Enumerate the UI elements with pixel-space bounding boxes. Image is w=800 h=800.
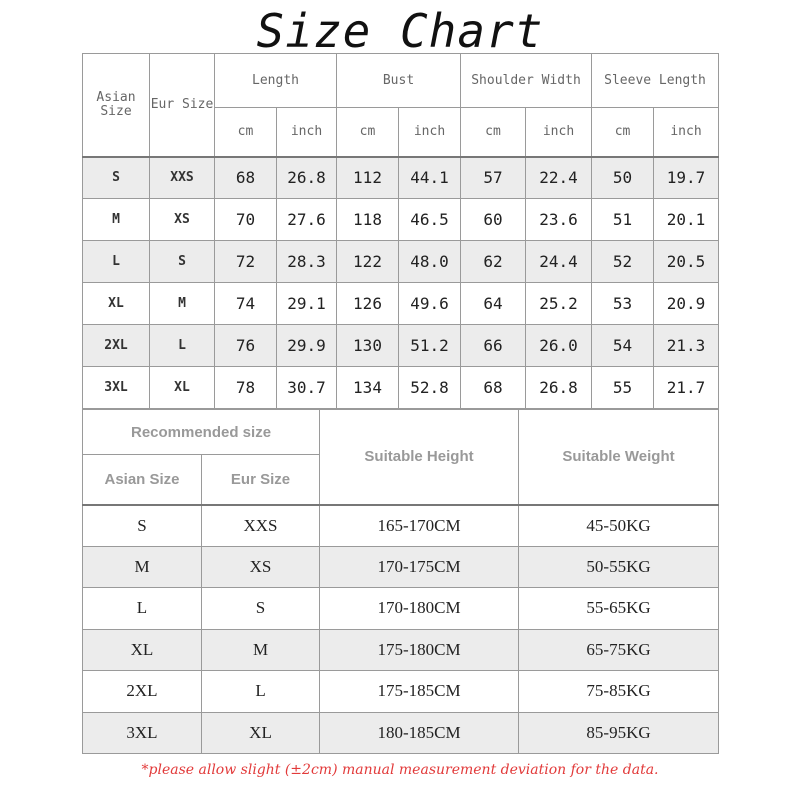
shoulder-inch-cell: 24.4 <box>526 241 592 283</box>
bust-inch-cell: 49.6 <box>399 283 461 325</box>
height-cell: 180-185CM <box>320 712 519 754</box>
eur-size-cell: XL <box>202 712 320 754</box>
header-eur-size: Eur Size <box>202 455 320 505</box>
shoulder-inch-cell: 26.0 <box>526 325 592 367</box>
shoulder-inch-cell: 26.8 <box>526 367 592 409</box>
length-inch-cell: 27.6 <box>277 199 337 241</box>
weight-cell: 50-55KG <box>519 546 719 588</box>
shoulder-cm-cell: 68 <box>461 367 526 409</box>
page-title: Size Chart <box>256 4 544 58</box>
unit-inch: inch <box>277 108 337 157</box>
length-cm-cell: 72 <box>215 241 277 283</box>
shoulder-inch-cell: 25.2 <box>526 283 592 325</box>
unit-inch: inch <box>526 108 592 157</box>
sleeve-inch-cell: 19.7 <box>654 157 719 199</box>
bust-inch-cell: 46.5 <box>399 199 461 241</box>
bust-cm-cell: 126 <box>337 283 399 325</box>
bust-inch-cell: 51.2 <box>399 325 461 367</box>
table-row <box>83 325 719 367</box>
unit-cm: cm <box>592 108 654 157</box>
sleeve-inch-cell: 20.5 <box>654 241 719 283</box>
eur-size-cell: M <box>150 283 215 325</box>
weight-cell: 65-75KG <box>519 629 719 671</box>
shoulder-cm-cell: 64 <box>461 283 526 325</box>
eur-size-cell: L <box>202 671 320 713</box>
length-cm-cell: 68 <box>215 157 277 199</box>
height-cell: 175-180CM <box>320 629 519 671</box>
table-row <box>83 367 719 409</box>
asian-size-cell: L <box>83 241 150 283</box>
shoulder-inch-cell: 22.4 <box>526 157 592 199</box>
table-row <box>83 546 719 588</box>
table-row <box>83 241 719 283</box>
bust-cm-cell: 122 <box>337 241 399 283</box>
length-cm-cell: 70 <box>215 199 277 241</box>
weight-cell: 45-50KG <box>519 505 719 547</box>
sleeve-inch-cell: 21.3 <box>654 325 719 367</box>
table-row <box>83 283 719 325</box>
asian-size-cell: XL <box>83 629 202 671</box>
measurement-note: *please allow slight (±2cm) manual measurement deviation for the data. <box>141 762 659 778</box>
length-cm-cell: 74 <box>215 283 277 325</box>
asian-size-cell: 2XL <box>83 671 202 713</box>
sleeve-cm-cell: 53 <box>592 283 654 325</box>
recommended-header-row <box>83 410 719 455</box>
table-row <box>83 199 719 241</box>
eur-size-cell: S <box>150 241 215 283</box>
recommended-size-table <box>82 409 719 754</box>
bust-inch-cell: 48.0 <box>399 241 461 283</box>
height-cell: 170-180CM <box>320 588 519 630</box>
shoulder-cm-cell: 57 <box>461 157 526 199</box>
eur-size-cell: XS <box>202 546 320 588</box>
asian-size-cell: S <box>83 157 150 199</box>
height-cell: 165-170CM <box>320 505 519 547</box>
asian-size-cell: M <box>83 546 202 588</box>
table-row <box>83 629 719 671</box>
header-bust: Bust <box>337 54 461 108</box>
weight-cell: 75-85KG <box>519 671 719 713</box>
bust-cm-cell: 134 <box>337 367 399 409</box>
eur-size-cell: XS <box>150 199 215 241</box>
sleeve-cm-cell: 50 <box>592 157 654 199</box>
eur-size-cell: XL <box>150 367 215 409</box>
bust-inch-cell: 52.8 <box>399 367 461 409</box>
height-cell: 175-185CM <box>320 671 519 713</box>
sleeve-inch-cell: 20.9 <box>654 283 719 325</box>
eur-size-cell: S <box>202 588 320 630</box>
length-inch-cell: 29.1 <box>277 283 337 325</box>
sleeve-inch-cell: 20.1 <box>654 199 719 241</box>
table-row <box>83 712 719 754</box>
shoulder-cm-cell: 60 <box>461 199 526 241</box>
header-shoulder-width: Shoulder Width <box>461 54 592 108</box>
sleeve-cm-cell: 51 <box>592 199 654 241</box>
length-cm-cell: 78 <box>215 367 277 409</box>
eur-size-cell: XXS <box>150 157 215 199</box>
shoulder-cm-cell: 66 <box>461 325 526 367</box>
shoulder-inch-cell: 23.6 <box>526 199 592 241</box>
unit-cm: cm <box>337 108 399 157</box>
sleeve-inch-cell: 21.7 <box>654 367 719 409</box>
length-inch-cell: 28.3 <box>277 241 337 283</box>
asian-size-cell: 3XL <box>83 367 150 409</box>
header-length: Length <box>215 54 337 108</box>
bust-cm-cell: 130 <box>337 325 399 367</box>
eur-size-cell: M <box>202 629 320 671</box>
unit-inch: inch <box>399 108 461 157</box>
header-suitable-height: Suitable Height <box>320 410 519 505</box>
unit-inch: inch <box>654 108 719 157</box>
asian-size-cell: L <box>83 588 202 630</box>
header-eur-size: Eur Size <box>150 54 215 157</box>
bust-cm-cell: 118 <box>337 199 399 241</box>
header-sleeve-length: Sleeve Length <box>592 54 719 108</box>
header-suitable-weight: Suitable Weight <box>519 410 719 505</box>
asian-size-cell: M <box>83 199 150 241</box>
length-cm-cell: 76 <box>215 325 277 367</box>
asian-size-cell: XL <box>83 283 150 325</box>
asian-size-cell: S <box>83 505 202 547</box>
sleeve-cm-cell: 55 <box>592 367 654 409</box>
height-cell: 170-175CM <box>320 546 519 588</box>
table-row <box>83 505 719 547</box>
table-row <box>83 157 719 199</box>
header-row <box>83 54 719 108</box>
header-asian-size: Asian Size <box>83 455 202 505</box>
weight-cell: 85-95KG <box>519 712 719 754</box>
table-row <box>83 588 719 630</box>
length-inch-cell: 29.9 <box>277 325 337 367</box>
header-asian-size: Asian Size <box>83 54 150 157</box>
header-recommended-size: Recommended size <box>83 410 320 455</box>
bust-inch-cell: 44.1 <box>399 157 461 199</box>
asian-size-cell: 3XL <box>83 712 202 754</box>
table-row <box>83 671 719 713</box>
unit-cm: cm <box>215 108 277 157</box>
asian-size-cell: 2XL <box>83 325 150 367</box>
length-inch-cell: 26.8 <box>277 157 337 199</box>
length-inch-cell: 30.7 <box>277 367 337 409</box>
eur-size-cell: XXS <box>202 505 320 547</box>
weight-cell: 55-65KG <box>519 588 719 630</box>
unit-cm: cm <box>461 108 526 157</box>
sleeve-cm-cell: 52 <box>592 241 654 283</box>
eur-size-cell: L <box>150 325 215 367</box>
sleeve-cm-cell: 54 <box>592 325 654 367</box>
bust-cm-cell: 112 <box>337 157 399 199</box>
size-measurement-table <box>82 53 719 409</box>
shoulder-cm-cell: 62 <box>461 241 526 283</box>
